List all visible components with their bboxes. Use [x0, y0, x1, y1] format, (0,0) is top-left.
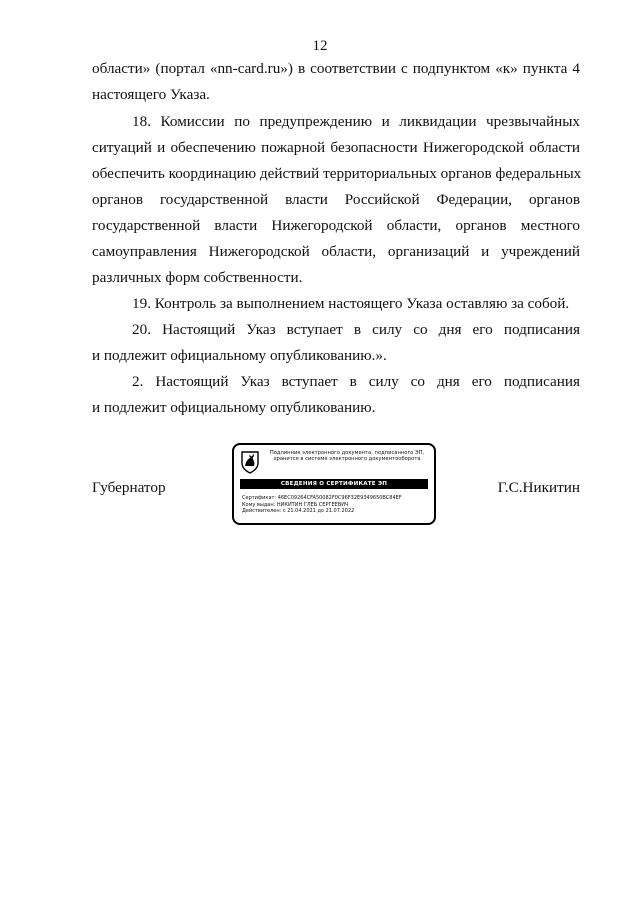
stamp-header [264, 450, 430, 463]
stamp-header-line: хранится в системе электронного документооборота [273, 456, 421, 463]
coat-of-arms-icon [240, 450, 260, 474]
body-line: и подлежит официальному опубликованию. [92, 399, 376, 416]
body-line: и подлежит официальному опубликованию.». [92, 347, 387, 364]
body-line: 18. Комиссии по предупреждению и ликвидации чрезвычайных [132, 113, 580, 130]
body-line: органов государственной власти Российской Федерации, органов [92, 191, 580, 208]
body-line: 19. Контроль за выполнением настоящего Указа оставляю за собой. [132, 295, 570, 312]
signer-position: Губернатор [92, 479, 166, 496]
stamp-details [242, 495, 430, 515]
electronic-signature-stamp [232, 443, 436, 525]
signer-name: Г.С.Никитин [497, 479, 580, 496]
body-line: самоуправления Нижегородской области, организаций и учреждений [92, 243, 580, 260]
page-number: 12 [312, 38, 328, 54]
stamp-title: СВЕДЕНИЯ О СЕРТИФИКАТЕ ЭП [240, 479, 428, 489]
certificate-owner: Кому выдан: НИКИТИН ГЛЕБ СЕРГЕЕВИЧ [242, 501, 349, 508]
stamp-header-line: Подлинник электронного документа, подписанного ЭП, [269, 450, 425, 456]
certificate-validity: Действителен: с 21.04.2021 до 21.07.2022 [242, 508, 355, 515]
body-line: 20. Настоящий Указ вступает в силу со дня его подписания [132, 321, 580, 338]
body-line: различных форм собственности. [92, 269, 303, 286]
body-line: обеспечить координацию действий территориальных органов федеральных [92, 165, 582, 182]
body-line: настоящего Указа. [92, 86, 210, 103]
body-line: области» (портал «nn-card.ru») в соответствии с подпунктом «к» пункта 4 [92, 60, 580, 77]
body-line: 2. Настоящий Указ вступает в силу со дня его подписания [132, 373, 580, 390]
certificate-number: Сертификат: 46EC09264CFA50082F0C96F32E9349650BC84EF [242, 495, 402, 501]
body-line: государственной власти Нижегородской области, органов местного [92, 217, 580, 234]
body-line: ситуаций и обеспечению пожарной безопасности Нижегородской области [92, 139, 580, 156]
